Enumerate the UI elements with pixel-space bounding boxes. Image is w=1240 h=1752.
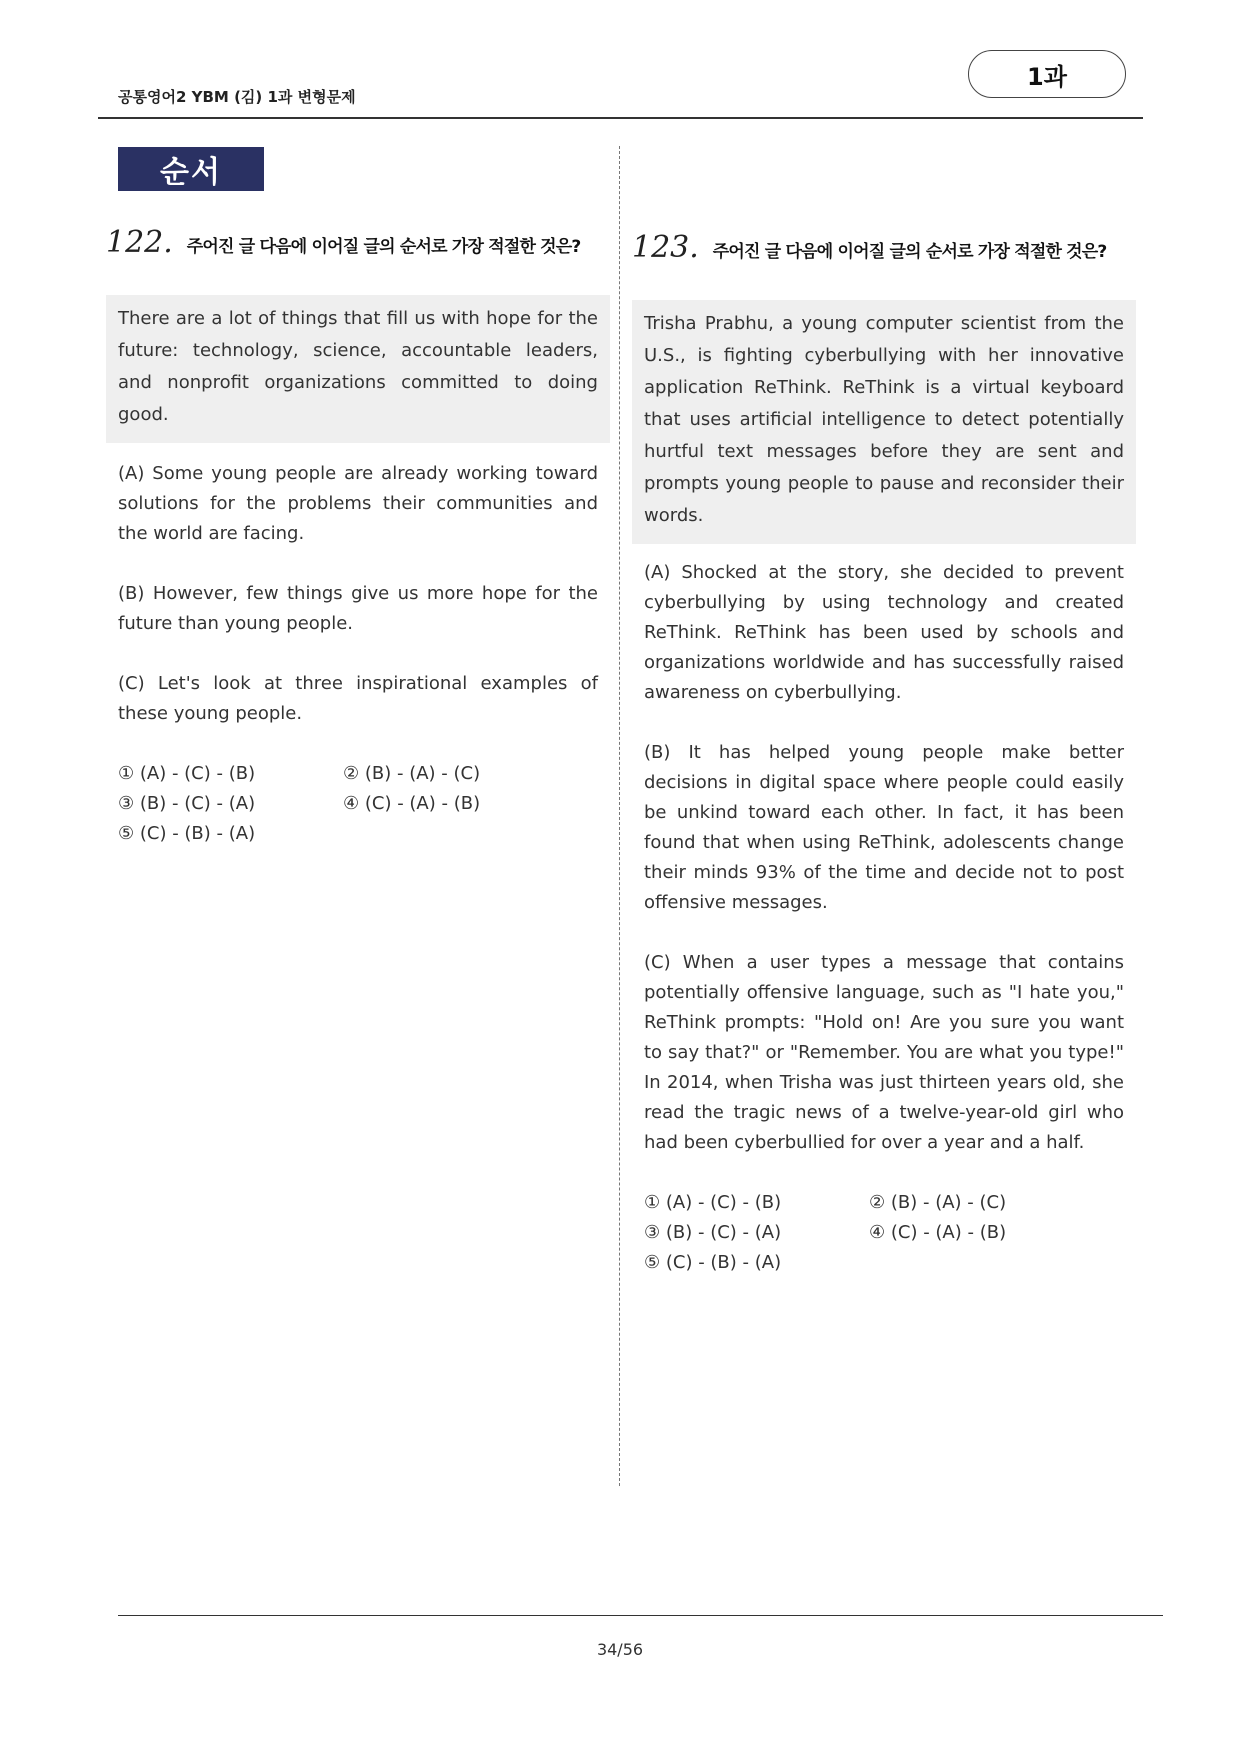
given-passage: There are a lot of things that fill us with hope for the future: technology, science, accountable leaders, and nonprofit organizations committed to doing good. xyxy=(106,295,610,443)
choice-1[interactable]: ① (A) - (C) - (B) xyxy=(644,1192,782,1213)
question-prompt: 주어진 글 다음에 이어질 글의 순서로 가장 적절한 것은? xyxy=(712,242,1107,262)
column-divider xyxy=(619,146,620,1486)
choice-3[interactable]: ③ (B) - (C) - (A) xyxy=(644,1222,782,1243)
choice-3[interactable]: ③ (B) - (C) - (A) xyxy=(118,793,256,814)
answer-choices xyxy=(106,759,610,849)
choice-4[interactable]: ④ (C) - (A) - (B) xyxy=(869,1222,1007,1243)
choice-5[interactable]: ⑤ (C) - (B) - (A) xyxy=(644,1252,782,1273)
choice-1[interactable]: ① (A) - (C) - (B) xyxy=(118,763,256,784)
choice-5[interactable]: ⑤ (C) - (B) - (A) xyxy=(118,823,256,844)
paragraph-c: (C) When a user types a message that contains potentially offensive language, such as "I hate you," ReThink prompts: "Hold on! Are you sure you want to say that?" or "Remember. You are what you type!" In 2014, when Trisha was just thirteen years old, she read the tragic news of a twelve-year-old girl who had been cyberbullied for over a year and a half. xyxy=(644,952,1124,1153)
question-header xyxy=(106,225,610,271)
paragraph-a: (A) Shocked at the story, she decided to prevent cyberbullying by using technology and created ReThink. ReThink has been used by schools and organizations worldwide and has successfully raised awareness on cyberbullying. xyxy=(644,562,1124,703)
paragraph-b: (B) However, few things give us more hope for the future than young people. xyxy=(118,583,598,634)
choice-2[interactable]: ② (B) - (A) - (C) xyxy=(869,1192,1007,1213)
footer-rule xyxy=(118,1615,1163,1616)
paragraph-a: (A) Some young people are already working toward solutions for the problems their communities and the world are facing. xyxy=(118,463,598,544)
question-123 xyxy=(632,230,1136,1278)
paragraph-b: (B) It has helped young people make better decisions in digital space where people could easily be unkind toward each other. In fact, it has been found that when using ReThink, adolescents change their minds 93% of the time and decide not to post offensive messages. xyxy=(644,742,1124,913)
given-passage: Trisha Prabhu, a young computer scientist from the U.S., is fighting cyberbullying with her innovative application ReThink. ReThink is a virtual keyboard that uses artificial intelligence to detect potentially hurtful text messages before they are sent and prompts young people to pause and reconsider their words. xyxy=(632,300,1136,544)
answer-choices xyxy=(632,1188,1136,1278)
question-prompt: 주어진 글 다음에 이어질 글의 순서로 가장 적절한 것은? xyxy=(186,237,581,257)
page-number: 34/56 xyxy=(596,1640,644,1659)
question-number: 123. xyxy=(632,230,699,265)
header-title: 공통영어2 YBM (김) 1과 변형문제 xyxy=(118,88,356,106)
header-rule xyxy=(98,117,1143,119)
choice-4[interactable]: ④ (C) - (A) - (B) xyxy=(343,793,481,814)
lesson-badge: 1과 xyxy=(968,50,1126,98)
paragraph-c: (C) Let's look at three inspirational examples of these young people. xyxy=(118,673,598,724)
question-122 xyxy=(106,225,610,849)
choice-2[interactable]: ② (B) - (A) - (C) xyxy=(343,763,481,784)
question-number: 122. xyxy=(106,225,173,260)
section-label: 순서 xyxy=(118,147,264,191)
question-header xyxy=(632,230,1136,276)
